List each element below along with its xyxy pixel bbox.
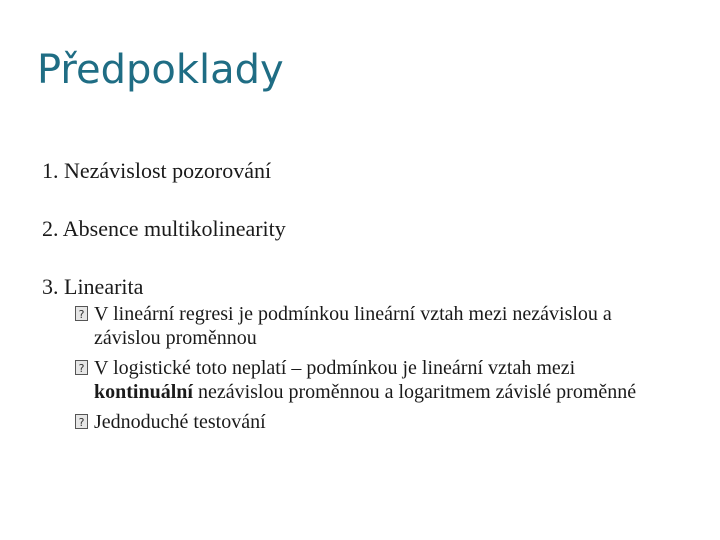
list-item-linearity	[42, 273, 692, 434]
list-item-multicollinearity: 2. Absence multikolinearity	[42, 216, 286, 241]
subitem-text-before: V logistické toto neplatí – podmínkou je lineární vztah mezi	[94, 357, 576, 379]
list-item-label: 3. Linearita	[42, 274, 144, 299]
bullet-marker-icon: ?	[75, 306, 88, 321]
subitem-linear-regression	[42, 302, 674, 350]
bullet-marker-icon: ?	[75, 414, 88, 429]
subitem-bold-word: kontinuální	[94, 381, 193, 403]
subitem-text: Jednoduché testování	[94, 411, 266, 433]
subitem-simple-testing	[42, 410, 674, 434]
assumption-list	[42, 157, 692, 440]
subitem-logistic	[42, 356, 674, 404]
list-item-independence: 1. Nezávislost pozorování	[42, 158, 272, 183]
slide-title: Předpoklady	[37, 47, 284, 93]
subitem-text-after: nezávislou proměnnou a logaritmem závislé proměnné	[192, 381, 637, 403]
subitem-text: V lineární regresi je podmínkou lineární vztah mezi nezávislou a závislou proměnnou	[94, 303, 612, 349]
bullet-marker-icon: ?	[75, 360, 88, 375]
linearity-sublist	[42, 302, 692, 434]
